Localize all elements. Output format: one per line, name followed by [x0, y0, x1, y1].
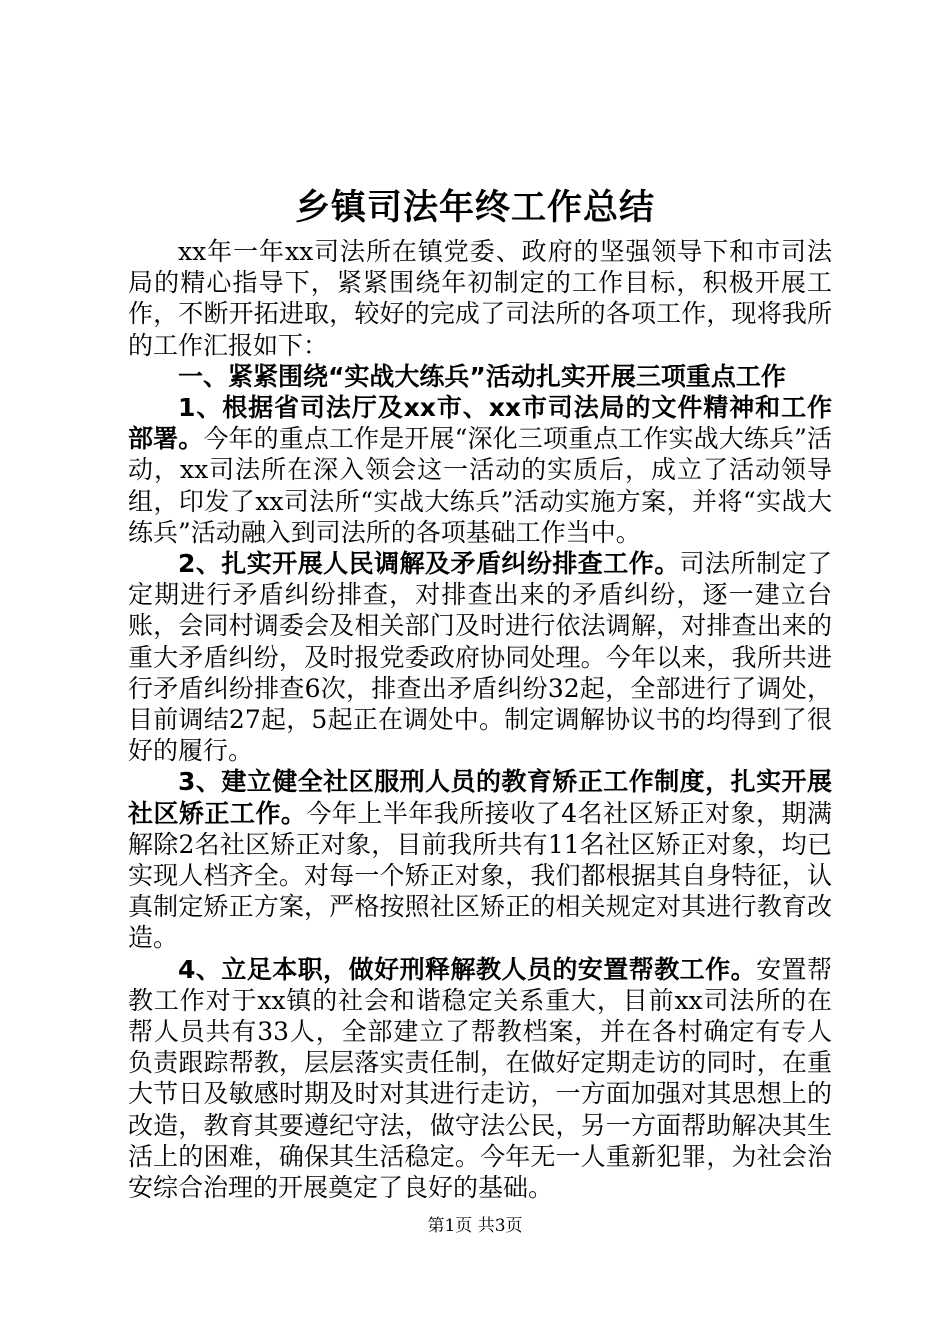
item-paragraph-2 — [128, 548, 832, 766]
item-text-4: 安置帮教工作对于xx镇的社会和谐稳定关系重大，目前xx司法所的在帮人员共有33人，全部建立了帮教档案，并在各村确定有专人负责跟踪帮教，层层落实责任制，在做好定期走访的同时，在重大节日及敏感时期及时对其进行走访，一方面加强对其思想上的改造，教育其要遵纪守法，做守法公民，另一方面帮助解决其生活上的困难，确保其生活稳定。今年无一人重新犯罪，为社会治安综合治理的开展奠定了良好的基础。 — [128, 954, 832, 1203]
section-heading: 一、紧紧围绕“实战大练兵”活动扎实开展三项重点工作 — [178, 361, 786, 391]
item-text-2: 司法所制定了定期进行矛盾纠纷排查，对排查出来的矛盾纠纷，逐一建立台账，会同村调委会及相关部门及时进行依法调解，对排查出来的重大矛盾纠纷，及时报党委政府协同处理。今年以来，我所共进行矛盾纠纷排查6次，排查出矛盾纠纷32起，全部进行了调处，目前调结27起，5起正在调处中。制定调解协议书的均得到了很好的履行。 — [128, 549, 832, 766]
page-number: 第1页 共3页 — [427, 1216, 523, 1236]
item-lead-2: 2、扎实开展人民调解及矛盾纠纷排查工作。 — [178, 549, 680, 579]
item-text-1: 今年的重点工作是开展“深化三项重点工作实战大练兵”活动，xx司法所在深入领会这一活动的实质后，成立了活动领导组，印发了xx司法所“实战大练兵”活动实施方案，并将“实战大练兵”活动融入到司法所的各项基础工作当中。 — [128, 424, 832, 547]
item-lead-3: 3、建立健全社区服刑人员的教育矫正工作制度，扎实开展社区矫正工作。 — [128, 767, 832, 828]
item-paragraph-3 — [128, 766, 832, 953]
document-body — [128, 236, 832, 1203]
item-text-3: 今年上半年我所接收了4名社区矫正对象，期满解除2名社区矫正对象，目前我所共有11名社区矫正对象，均已实现人档齐全。对每一个矫正对象，我们都根据其自身特征，认真制定矫正方案，严格按照社区矫正的相关规定对其进行教育改造。 — [128, 798, 832, 953]
item-paragraph-4 — [128, 954, 832, 1204]
intro-paragraph: xx年一年xx司法所在镇党委、政府的坚强领导下和市司法局的精心指导下，紧紧围绕年初制定的工作目标，积极开展工作，不断开拓进取，较好的完成了司法所的各项工作，现将我所的工作汇报如下： — [128, 237, 832, 360]
document-title: 乡镇司法年终工作总结 — [294, 188, 655, 228]
item-paragraph-1 — [128, 392, 832, 548]
item-lead-4: 4、立足本职，做好刑释解教人员的安置帮教工作。 — [178, 954, 757, 984]
item-lead-1: 1、根据省司法厅及xx市、xx市司法局的文件精神和工作部署。 — [128, 393, 832, 454]
